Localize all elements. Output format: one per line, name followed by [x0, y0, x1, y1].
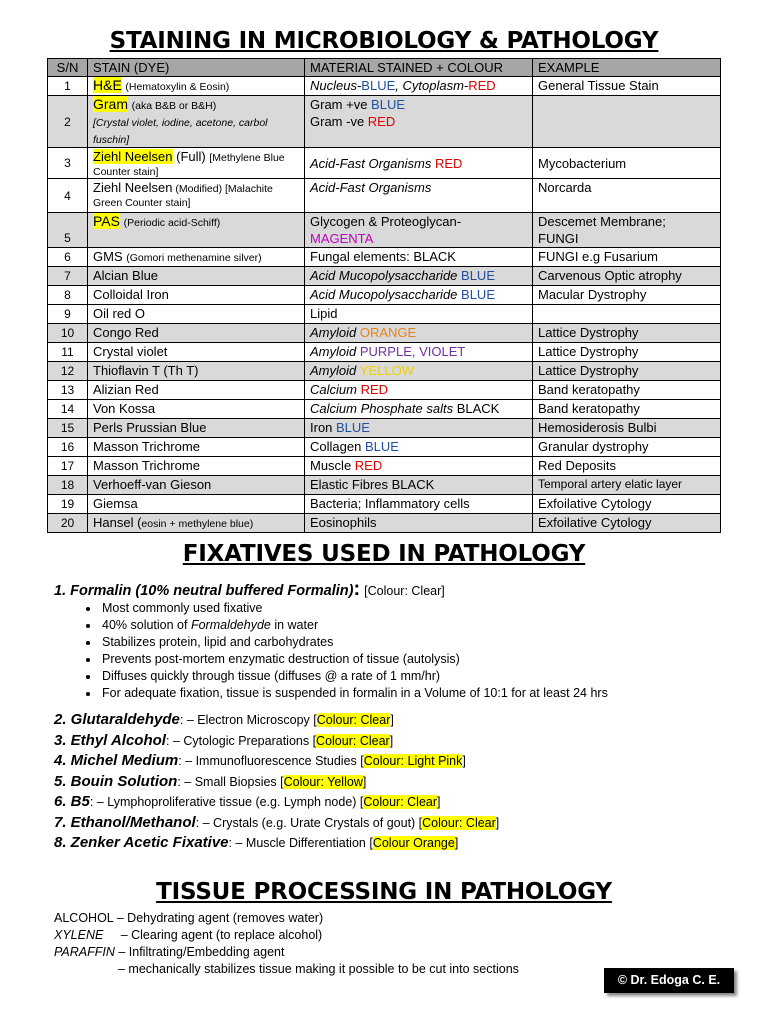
table-row	[48, 77, 721, 96]
material-colour: RED	[360, 382, 389, 397]
stain-cell	[88, 514, 305, 533]
fixative-colour: Colour: Clear	[422, 815, 496, 830]
stain-name: Ziehl Neelsen	[93, 180, 173, 195]
bracket: ]	[454, 836, 459, 850]
material-text: Amyloid	[310, 344, 360, 359]
material-text: Calcium	[310, 382, 361, 397]
material-text: Nucleus-	[310, 78, 362, 93]
material-cell	[305, 267, 533, 286]
stain-cell: Masson Trichrome	[88, 457, 305, 476]
stain-name: GMS	[93, 249, 123, 264]
header-material: MATERIAL STAINED + COLOUR	[305, 59, 533, 77]
stain-cell: Congo Red	[88, 324, 305, 343]
fixatives-title: FIXATIVES USED IN PATHOLOGY	[182, 541, 586, 567]
example-cell: General Tissue Stain	[533, 77, 721, 96]
example-cell: Norcarda	[533, 179, 721, 213]
stain-cell: Crystal violet	[88, 343, 305, 362]
processing-title: TISSUE PROCESSING IN PATHOLOGY	[156, 879, 612, 905]
header-sn: S/N	[48, 59, 88, 77]
material-cell: Lipid	[305, 305, 533, 324]
fixative-desc: : – Lymphoproliferative tissue (e.g. Lymph node) [	[89, 795, 364, 809]
stain-name: Gram	[93, 96, 128, 112]
material-cell	[305, 77, 533, 96]
material-cell	[305, 381, 533, 400]
material-colour: BLUE	[461, 268, 495, 283]
material-cell	[305, 343, 533, 362]
fixative-name: 4. Michel Medium	[54, 752, 179, 769]
material-cell: Acid-Fast Organisms	[305, 179, 533, 213]
fixative-colour: Colour: Clear	[363, 795, 438, 809]
processing-term: ALCOHOL	[54, 911, 114, 925]
material-text: Iron	[310, 420, 337, 435]
fixative-desc: : – Crystals (e.g. Urate Crystals of gout) [	[195, 815, 423, 830]
material-text: , Cytoplasm-	[395, 78, 469, 93]
material-colour: BLUE	[361, 78, 396, 93]
material-cell: Fungal elements: BLACK	[305, 248, 533, 267]
example-cell: Granular dystrophy	[533, 438, 721, 457]
example-text: FUNGI	[538, 231, 579, 246]
material-colour: RED	[468, 78, 496, 93]
fixative-row	[54, 813, 734, 834]
stain-note: [Methylene Blue Counter stain]	[93, 152, 285, 178]
stain-cell	[88, 96, 305, 148]
material-text: Calcium Phosphate salts	[310, 401, 457, 416]
example-cell: Band keratopathy	[533, 400, 721, 419]
material-colour: BLUE	[461, 287, 495, 302]
material-text: Gram +ve	[310, 97, 372, 112]
fixative-name: 5. Bouin Solution	[54, 772, 178, 790]
material-text: Acid-Fast Organisms	[310, 155, 435, 171]
table-row	[48, 419, 721, 438]
stain-cell: Colloidal Iron	[88, 286, 305, 305]
material-colour: YELLOW	[359, 363, 415, 378]
list-item: • Stabilizes protein, lipid and carbohydrates	[100, 634, 740, 651]
stain-note: (Hematoxylin & Eosin)	[125, 81, 230, 93]
sn-cell: 19	[48, 495, 88, 514]
bracket: ]	[495, 815, 500, 830]
bracket: ]	[389, 733, 394, 748]
material-cell	[305, 400, 533, 419]
example-text: Descemet Membrane;	[538, 214, 666, 229]
stain-cell: Oil red O	[88, 305, 305, 324]
example-cell: Lattice Dystrophy	[533, 324, 721, 343]
fixative-row	[54, 731, 734, 752]
material-colour: ORANGE	[359, 325, 417, 340]
sn-cell: 11	[48, 343, 88, 362]
material-cell	[305, 457, 533, 476]
table-header-row	[48, 59, 721, 77]
list-item: • Prevents post-mortem enzymatic destruction of tissue (autolysis)	[100, 651, 740, 668]
example-cell: Lattice Dystrophy	[533, 362, 721, 381]
material-colour: MAGENTA	[310, 231, 374, 246]
table-row	[48, 438, 721, 457]
sn-cell: 7	[48, 267, 88, 286]
material-cell	[305, 438, 533, 457]
stain-note: (Periodic acid-Schiff)	[123, 217, 221, 229]
fixative-colour: Colour: Clear	[316, 713, 391, 727]
material-colour: BLUE	[371, 97, 406, 112]
list-item	[100, 617, 740, 634]
material-colour: BLUE	[336, 420, 370, 435]
processing-row	[54, 944, 694, 961]
stain-note: (Gomori methenamine silver)	[126, 252, 262, 264]
stain-note: [Malachite Green Counter stain]	[93, 183, 273, 209]
sn-cell: 6	[48, 248, 88, 267]
table-row	[48, 305, 721, 324]
sn-cell: 17	[48, 457, 88, 476]
stain-cell	[88, 148, 305, 179]
example-cell: Mycobacterium	[533, 148, 721, 179]
list-item: • Most commonly used fixative	[100, 600, 740, 617]
table-row	[48, 148, 721, 179]
formalin-name: 1. Formalin (10% neutral buffered Formalin)	[54, 583, 354, 599]
example-cell	[533, 96, 721, 148]
bracket: ]	[462, 754, 466, 768]
table-row	[48, 267, 721, 286]
example-cell	[533, 213, 721, 248]
fixative-row	[54, 751, 734, 772]
fixative-name: 7. Ethanol/Methanol	[54, 813, 196, 831]
fixative-desc: : – Cytologic Preparations [	[165, 733, 317, 748]
stain-note: eosin + methylene blue)	[141, 518, 254, 530]
processing-list	[54, 910, 694, 978]
table-row	[48, 213, 721, 248]
material-cell	[305, 96, 533, 148]
material-text: Acid Mucopolysaccharide	[310, 268, 462, 283]
fixative-desc: : – Muscle Differentiation [	[228, 836, 373, 850]
stain-cell	[88, 179, 305, 213]
table-row	[48, 324, 721, 343]
material-cell	[305, 213, 533, 248]
example-cell: Lattice Dystrophy	[533, 343, 721, 362]
fixative-row	[54, 833, 734, 854]
fixative-list	[54, 710, 734, 854]
stain-name: PAS	[93, 213, 120, 229]
fixative-name: 6. B5	[54, 793, 90, 810]
sn-cell: 14	[48, 400, 88, 419]
processing-desc: – Clearing agent (to replace alcohol)	[103, 928, 323, 942]
material-colour: RED	[367, 114, 396, 129]
table-row	[48, 514, 721, 533]
material-colour: PURPLE, VIOLET	[359, 344, 466, 359]
stain-cell: Verhoeff-van Gieson	[88, 476, 305, 495]
fixative-name: 8. Zenker Acetic Fixative	[54, 834, 229, 851]
staining-title: STAINING IN MICROBIOLOGY & PATHOLOGY	[109, 28, 659, 54]
processing-desc: – Infiltrating/Embedding agent	[114, 945, 285, 959]
material-colour: BLUE	[364, 439, 399, 454]
formalin-heading	[54, 578, 734, 601]
stain-name: H&E	[93, 77, 122, 93]
material-cell: Elastic Fibres BLACK	[305, 476, 533, 495]
stain-extra: (Full)	[172, 149, 210, 164]
fixative-desc: : – Immunofluorescence Studies [	[178, 754, 364, 768]
material-text: Acid Mucopolysaccharide	[310, 287, 462, 302]
list-item: • Diffuses quickly through tissue (diffuses @ a rate of 1 mm/hr)	[100, 668, 740, 685]
stain-cell: Von Kossa	[88, 400, 305, 419]
copyright-badge: © Dr. Edoga C. E.	[604, 968, 734, 993]
processing-row	[54, 910, 694, 927]
example-cell: Hemosiderosis Bulbi	[533, 419, 721, 438]
material-text: Amyloid	[310, 325, 360, 340]
sn-cell: 20	[48, 514, 88, 533]
example-cell: Exfoilative Cytology	[533, 495, 721, 514]
example-cell: Red Deposits	[533, 457, 721, 476]
material-cell: Eosinophils	[305, 514, 533, 533]
material-cell	[305, 362, 533, 381]
material-cell	[305, 419, 533, 438]
material-text: Gram -ve	[310, 114, 368, 129]
bullet-text: in water	[270, 618, 319, 632]
stain-note: [Crystal violet, iodine, acetone, carbol fuschin]	[93, 117, 268, 146]
material-cell	[305, 324, 533, 343]
table-row	[48, 179, 721, 213]
table-row	[48, 400, 721, 419]
fixative-row	[54, 710, 734, 731]
table-row	[48, 96, 721, 148]
table-row	[48, 362, 721, 381]
fixative-desc: : – Electron Microscopy [	[179, 713, 317, 727]
bracket: ]	[437, 795, 441, 809]
table-row	[48, 476, 721, 495]
material-colour: RED	[354, 458, 383, 473]
sn-cell: 3	[48, 148, 88, 179]
fixative-name: 2. Glutaraldehyde	[54, 711, 180, 728]
example-cell: FUNGI e.g Fusarium	[533, 248, 721, 267]
stain-cell: Masson Trichrome	[88, 438, 305, 457]
example-cell: Exfoilative Cytology	[533, 514, 721, 533]
header-example: EXAMPLE	[533, 59, 721, 77]
sn-cell: 9	[48, 305, 88, 324]
staining-table	[47, 58, 721, 533]
bracket: ]	[362, 774, 367, 789]
fixative-colour: Colour Orange	[372, 836, 455, 850]
stain-cell: Perls Prussian Blue	[88, 419, 305, 438]
fixative-name: 3. Ethyl Alcohol	[54, 731, 166, 749]
header-stain: STAIN (DYE)	[88, 59, 305, 77]
example-cell: Carvenous Optic atrophy	[533, 267, 721, 286]
sn-cell: 1	[48, 77, 88, 96]
example-cell	[533, 305, 721, 324]
material-text: Collagen	[310, 439, 365, 454]
processing-row	[54, 927, 694, 944]
fixative-colour: Colour: Yellow	[283, 774, 363, 789]
sn-cell: 5	[48, 213, 88, 248]
sn-cell: 8	[48, 286, 88, 305]
table-row	[48, 343, 721, 362]
material-text: Amyloid	[310, 363, 360, 378]
material-colour: BLACK	[456, 401, 500, 416]
bullet-text: 40% solution of	[102, 618, 191, 632]
material-cell	[305, 286, 533, 305]
fixative-row	[54, 772, 734, 793]
sn-cell: 15	[48, 419, 88, 438]
fixative-colour: Colour: Clear	[316, 733, 390, 748]
stain-cell	[88, 248, 305, 267]
stain-cell: Alcian Blue	[88, 267, 305, 286]
stain-cell: Giemsa	[88, 495, 305, 514]
stain-cell	[88, 77, 305, 96]
stain-extra: (Modified)	[172, 183, 226, 195]
table-row	[48, 248, 721, 267]
sn-cell: 16	[48, 438, 88, 457]
formalin-bullet-list	[78, 600, 740, 702]
sn-cell: 2	[48, 96, 88, 148]
fixative-colour: Colour: Light Pink	[363, 754, 463, 768]
bullet-italic-text: Formaldehyde	[190, 618, 271, 632]
stain-note: (aka B&B or B&H)	[131, 100, 217, 112]
processing-desc: – Dehydrating agent (removes water)	[113, 911, 324, 925]
fixative-row	[54, 792, 734, 813]
sn-cell: 10	[48, 324, 88, 343]
material-text: Glycogen & Proteoglycan-	[310, 214, 462, 229]
material-text: Muscle	[310, 458, 355, 473]
material-colour: RED	[434, 155, 463, 171]
formalin-colour: [Colour: Clear]	[364, 584, 445, 598]
sn-cell: 4	[48, 179, 88, 213]
table-row	[48, 495, 721, 514]
example-cell: Temporal artery elatic layer	[533, 476, 721, 495]
table-row	[48, 381, 721, 400]
formalin-colon: :	[353, 578, 361, 600]
table-row	[48, 286, 721, 305]
material-cell	[305, 148, 533, 179]
sn-cell: 18	[48, 476, 88, 495]
example-cell: Macular Dystrophy	[533, 286, 721, 305]
list-item: • For adequate fixation, tissue is suspended in formalin in a Volume of 10:1 for at least 24 hrs	[100, 685, 740, 702]
sn-cell: 12	[48, 362, 88, 381]
sn-cell: 13	[48, 381, 88, 400]
stain-cell	[88, 213, 305, 248]
fixative-desc: : – Small Biopsies [	[177, 774, 284, 789]
example-cell: Band keratopathy	[533, 381, 721, 400]
material-cell: Bacteria; Inflammatory cells	[305, 495, 533, 514]
processing-term: XYLENE	[54, 928, 104, 942]
stain-name: Ziehl Neelsen	[93, 149, 173, 164]
stain-cell: Alizian Red	[88, 381, 305, 400]
table-row	[48, 457, 721, 476]
processing-row: – mechanically stabilizes tissue making it possible to be cut into sections	[118, 962, 519, 976]
bracket: ]	[390, 713, 394, 727]
stain-name: Hansel (	[93, 515, 142, 530]
stain-cell: Thioflavin T (Th T)	[88, 362, 305, 381]
processing-term: PARAFFIN	[54, 945, 115, 959]
